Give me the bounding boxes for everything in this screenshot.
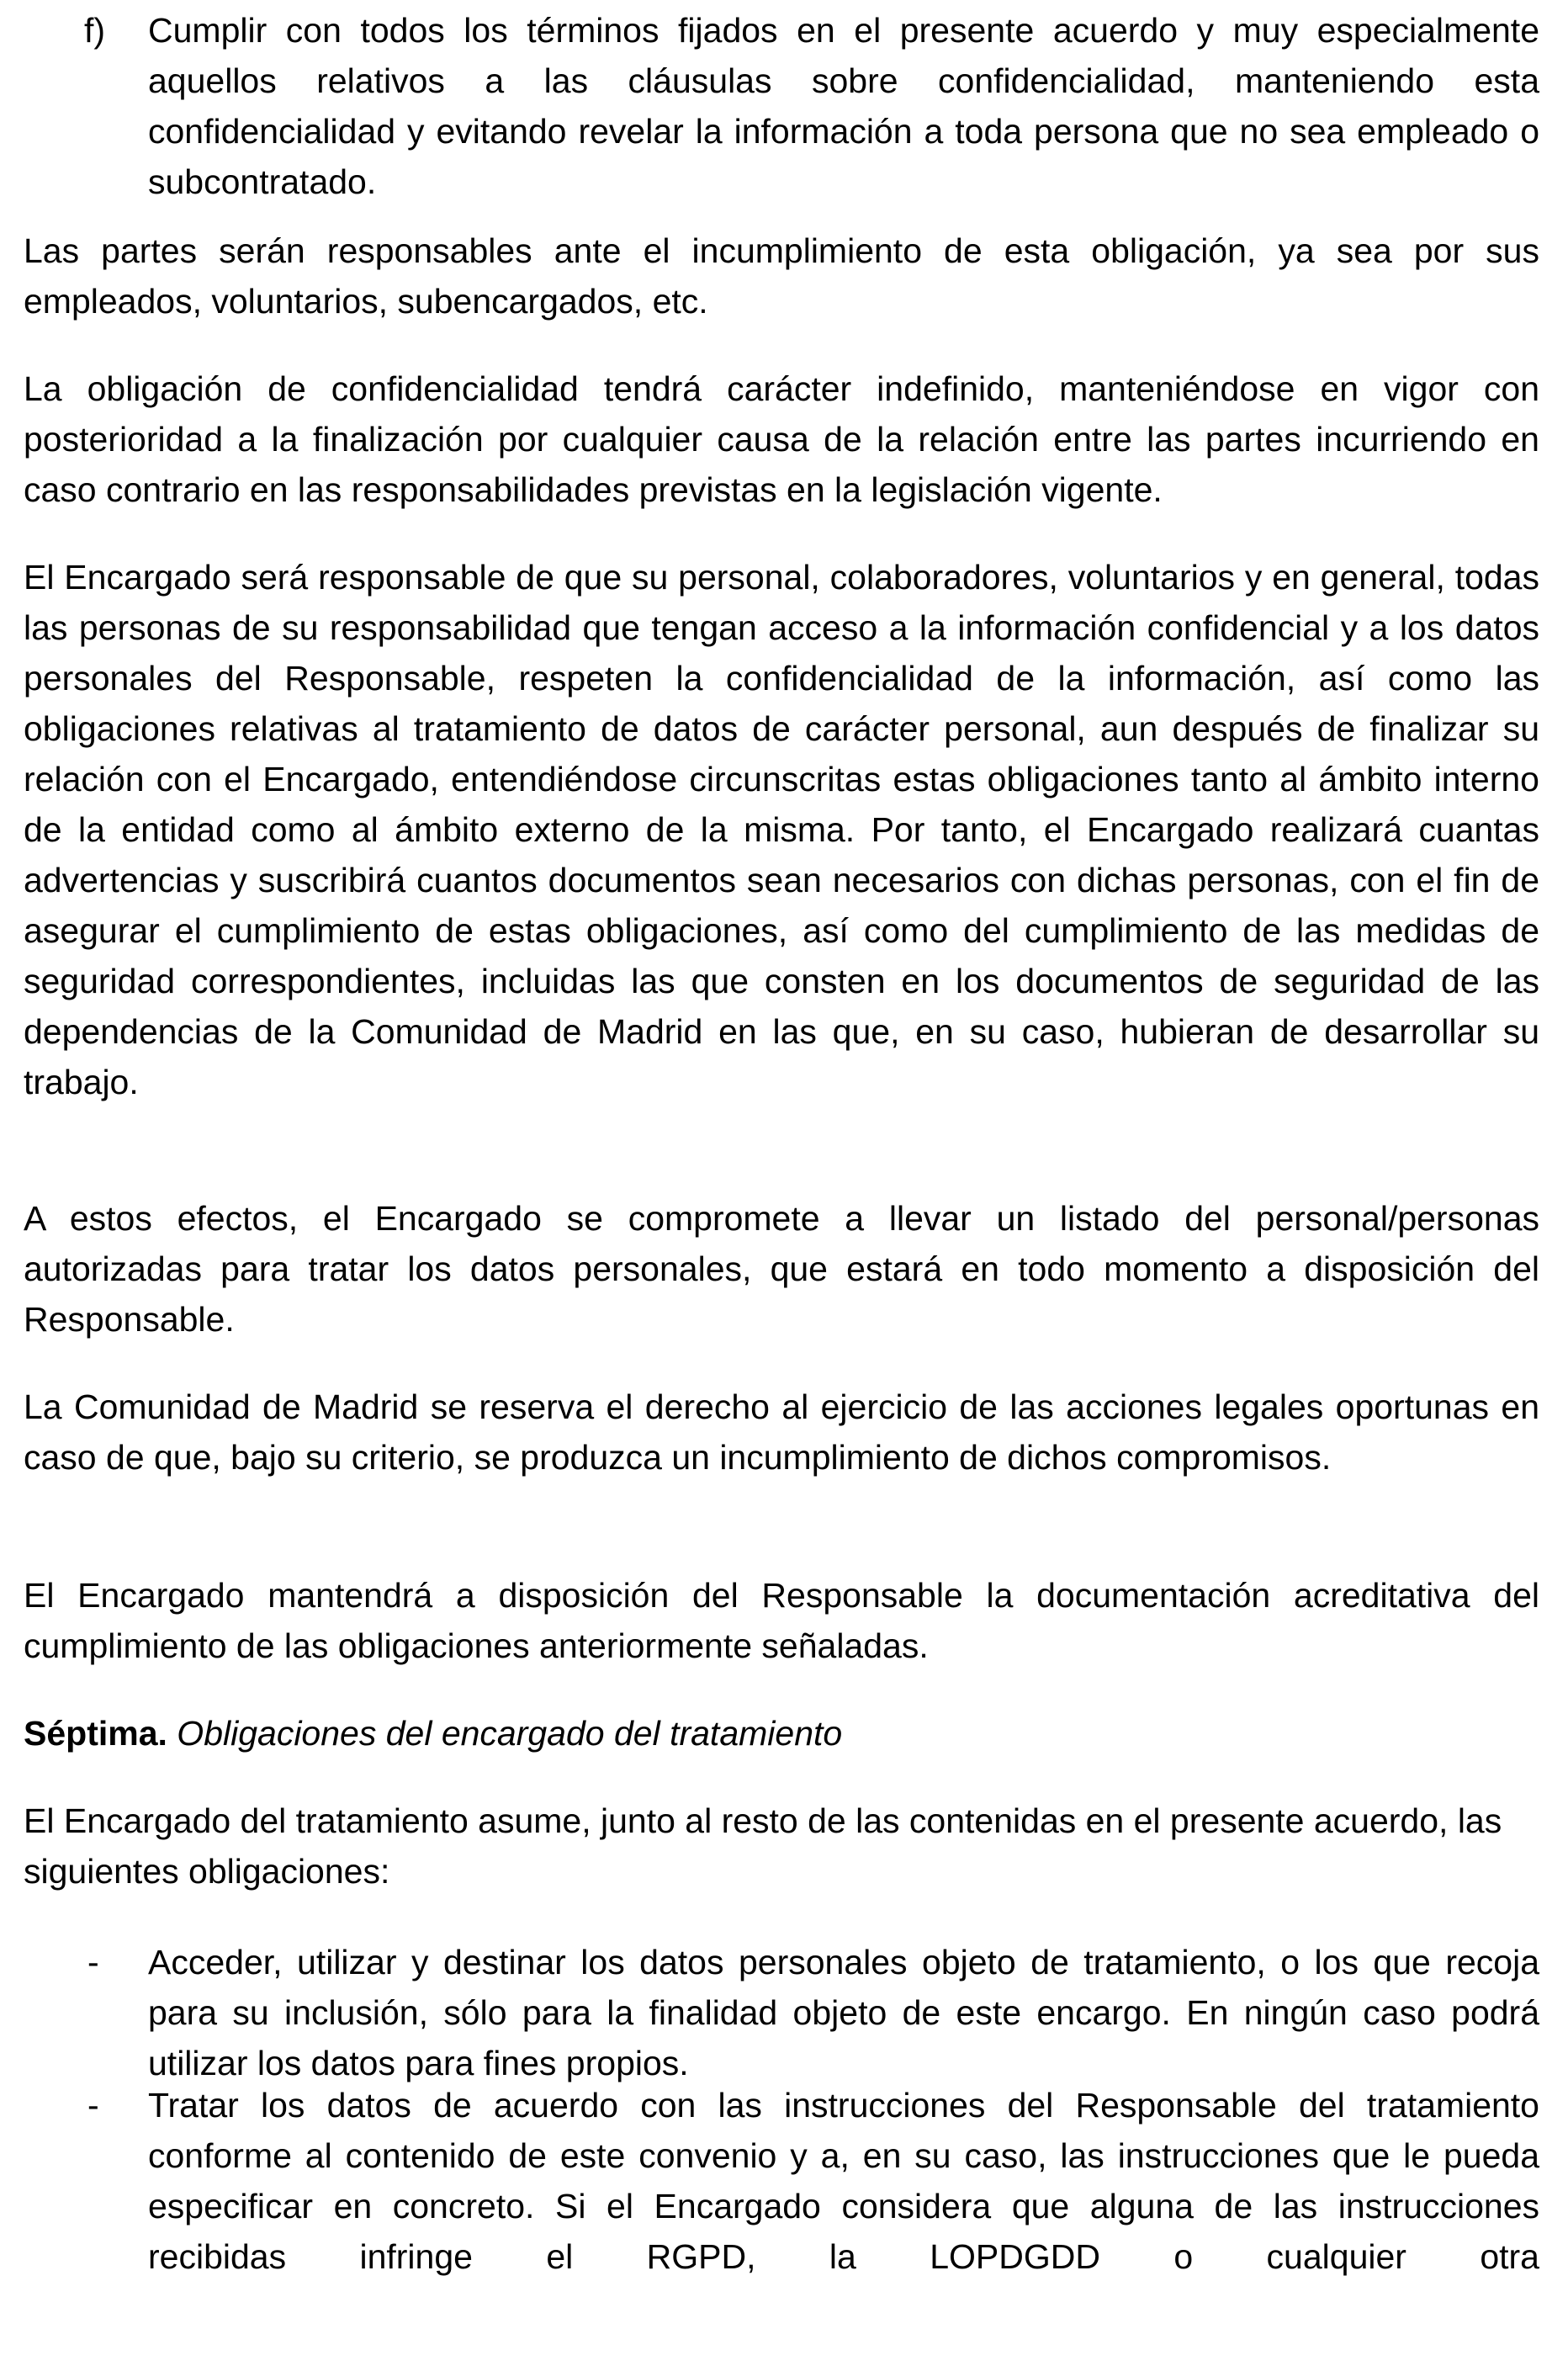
paragraph: A estos efectos, el Encargado se compromete a llevar un listado del personal/personas autorizadas para tratar los datos personales, que estará en todo momento a disposición del Responsable. xyxy=(24,1199,1539,1339)
section-heading xyxy=(24,1708,1539,1759)
bullet-marker: - xyxy=(87,2086,99,2125)
section-heading-title: Obligaciones del encargado del tratamiento xyxy=(177,1714,843,1753)
section-heading-number: Séptima. xyxy=(24,1714,167,1753)
bullet-text: Tratar los datos de acuerdo con las instrucciones del Responsable del tratamiento conforme al contenido de este convenio y a, en su caso, las instrucciones que le pueda especificar en concreto. Si el Encargado considera que alguna de las instrucciones recibidas infringe el RGPD, la LOPDGDD o cualquier otra xyxy=(148,2086,1539,2276)
list-item-text: Cumplir con todos los términos fijados en el presente acuerdo y muy especialmente aquellos relativos a las cláusulas sobre confidencialidad, manteniendo esta confidencialidad y evitando revelar la información a toda persona que no sea empleado o subcontratado. xyxy=(148,11,1539,201)
list-item-f xyxy=(24,5,1539,207)
intro-paragraph: El Encargado del tratamiento asume, junto al resto de las contenidas en el presente acuerdo, las siguientes obligaciones: xyxy=(24,1801,1502,1891)
paragraph: La Comunidad de Madrid se reserva el derecho al ejercicio de las acciones legales oportunas en caso de que, bajo su criterio, se produzca un incumplimiento de dichos compromisos. xyxy=(24,1387,1539,1477)
paragraph: El Encargado mantendrá a disposición del Responsable la documentación acreditativa del cumplimiento de las obligaciones anteriormente señaladas. xyxy=(24,1576,1539,1665)
list-marker: f) xyxy=(84,11,106,50)
bullet-item xyxy=(24,2080,1539,2282)
bullet-marker: - xyxy=(87,1943,99,1981)
bullet-item xyxy=(24,1937,1539,2088)
paragraph: El Encargado será responsable de que su personal, colaboradores, voluntarios y en general, todas las personas de su responsabilidad que tengan acceso a la información confidencial y a los datos personales del Responsable, respeten la confidencialidad de la información, así como las obligaciones relativas al tratamiento de datos de carácter personal, aun después de finalizar su relación con el Encargado, entendiéndose circunscritas estas obligaciones tanto al ámbito interno de la entidad como al ámbito externo de la misma. Por tanto, el Encargado realizará cuantas advertencias y suscribirá cuantos documentos sean necesarios con dichas personas, con el fin de asegurar el cumplimiento de estas obligaciones, así como del cumplimiento de las medidas de seguridad correspondientes, incluidas las que consten en los documentos de seguridad de las dependencias de la Comunidad de Madrid en las que, en su caso, hubieran de desarrollar su trabajo. xyxy=(24,558,1539,1101)
paragraph: Las partes serán responsables ante el incumplimiento de esta obligación, ya sea por sus empleados, voluntarios, subencargados, etc. xyxy=(24,231,1539,321)
paragraph: La obligación de confidencialidad tendrá carácter indefinido, manteniéndose en vigor con posterioridad a la finalización por cualquier causa de la relación entre las partes incurriendo en caso contrario en las responsabilidades previstas en la legislación vigente. xyxy=(24,369,1539,509)
bullet-text: Acceder, utilizar y destinar los datos personales objeto de tratamiento, o los que recoja para su inclusión, sólo para la finalidad objeto de este encargo. En ningún caso podrá utilizar los datos para fines propios. xyxy=(148,1943,1539,2082)
